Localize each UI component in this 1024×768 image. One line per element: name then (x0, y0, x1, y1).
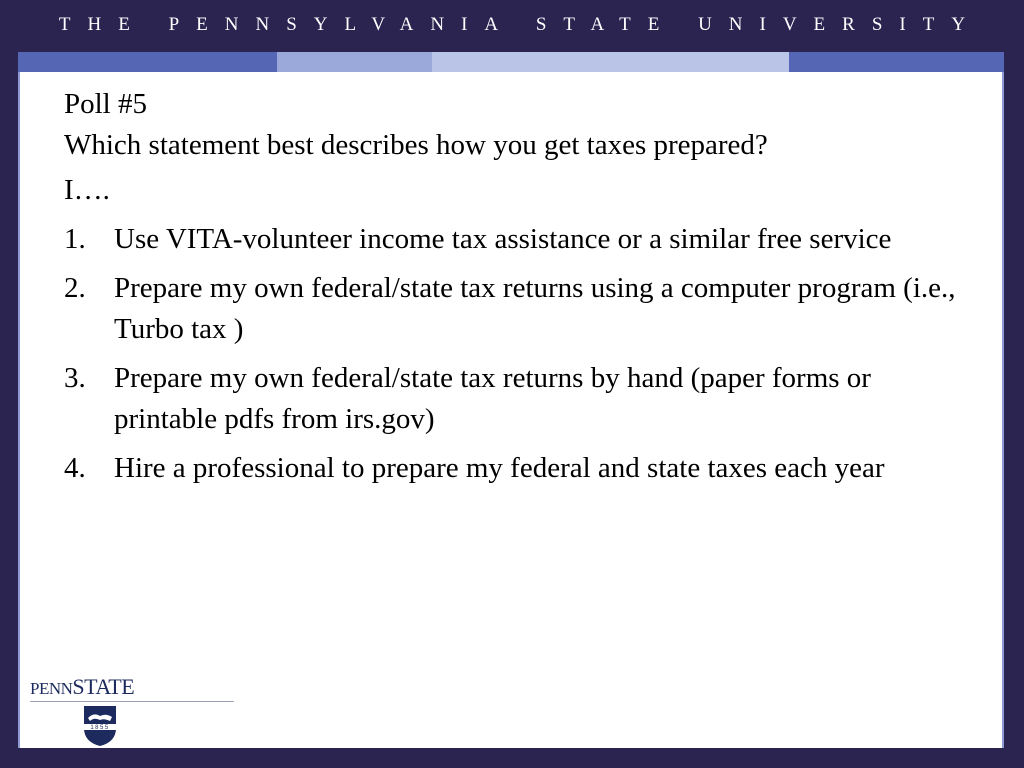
answer-option-2 (64, 268, 964, 350)
option-number: 1. (64, 223, 86, 255)
university-header (0, 0, 1024, 50)
pennstate-wordmark: PENNSTATE (30, 674, 135, 699)
option-text: Use VITA-volunteer income tax assistance or a similar free service (114, 223, 892, 255)
slide-content (64, 84, 964, 497)
accent-segment (18, 52, 277, 72)
logo-divider (30, 701, 234, 702)
pennstate-logo (30, 674, 240, 748)
poll-label: Poll #5 (64, 88, 147, 120)
answer-lead: I…. (64, 174, 110, 206)
option-number: 3. (64, 362, 86, 394)
accent-segment (789, 52, 1004, 72)
option-number: 4. (64, 452, 86, 484)
option-number: 2. (64, 272, 86, 304)
option-text: Hire a professional to prepare my federal and state taxes each year (114, 452, 885, 484)
university-name: THE PENNSYLVANIA STATE UNIVERSITY (58, 14, 983, 35)
option-text: Prepare my own federal/state tax returns by hand (paper forms or printable pdfs from irs.gov) (114, 362, 871, 435)
poll-question: Which statement best describes how you get taxes prepared? (64, 129, 768, 161)
answer-option-1 (64, 219, 964, 260)
answer-option-4 (64, 448, 964, 489)
accent-segment (277, 52, 432, 72)
answer-option-3 (64, 358, 964, 440)
accent-strip (18, 52, 1004, 72)
accent-segment (432, 52, 789, 72)
svg-text:1855: 1855 (90, 725, 110, 731)
option-text: Prepare my own federal/state tax returns using a computer program (i.e., Turbo tax ) (114, 272, 956, 345)
slide-body (18, 72, 1004, 748)
nittany-lion-shield-icon (82, 704, 118, 748)
answer-options (64, 219, 964, 489)
